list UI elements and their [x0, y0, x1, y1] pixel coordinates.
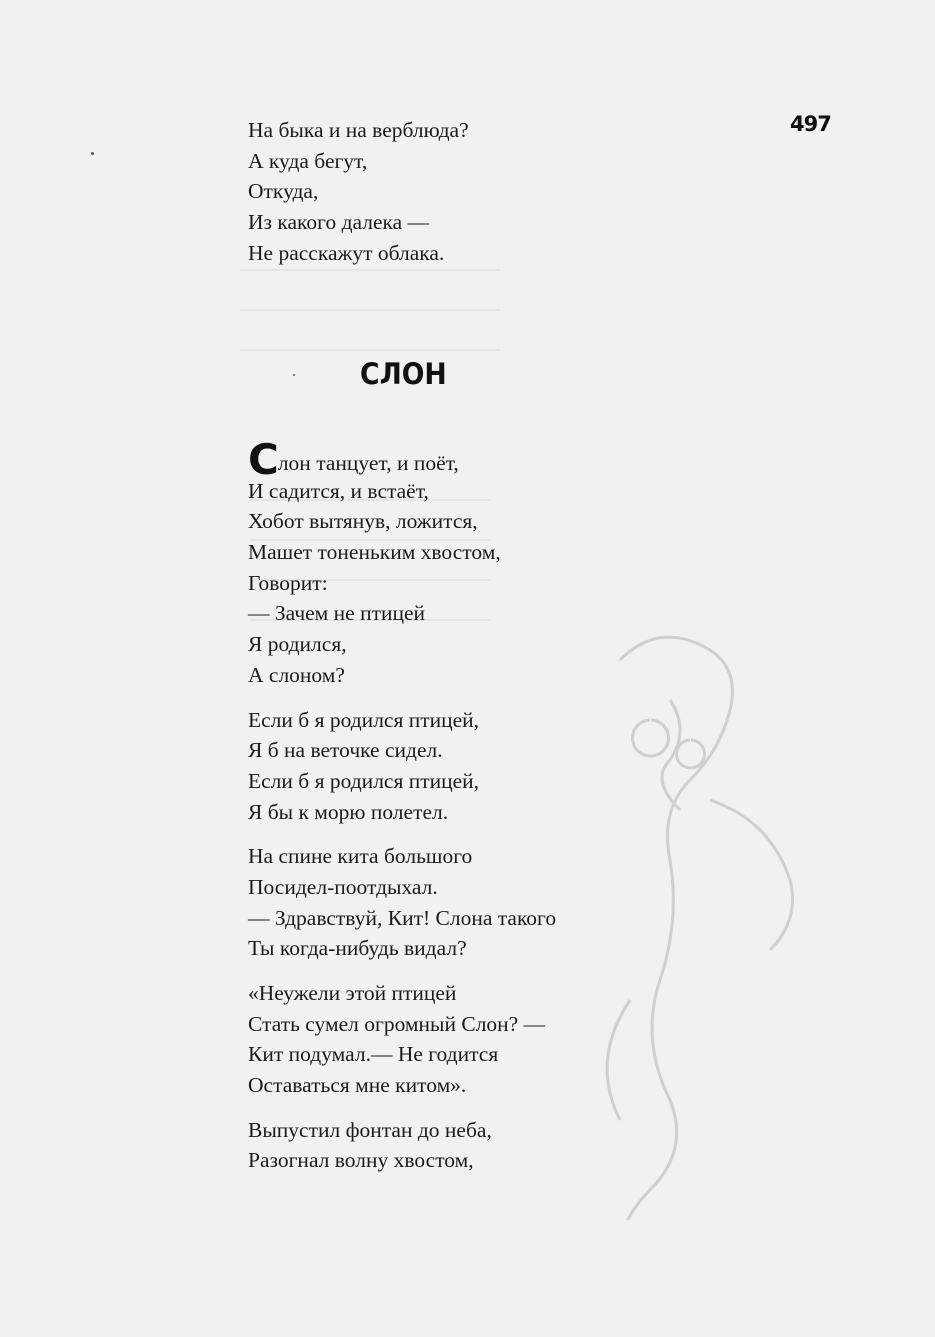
text-line: Кит подумал.— Не годится	[248, 1042, 499, 1067]
text-line: Хобот вытянув, ложится,	[248, 509, 478, 534]
text-line: Машет тоненьким хвостом,	[248, 540, 501, 565]
text-line: А куда бегут,	[248, 148, 368, 173]
text-line: Если б я родился птицей,	[248, 768, 480, 793]
page-number: 497	[790, 112, 831, 136]
text-line: Говорит:	[248, 570, 328, 595]
text-line: Откуда,	[248, 179, 319, 204]
first-line	[248, 435, 768, 484]
text-line: Не расскажут облака.	[248, 240, 445, 265]
text-line: Из какого далека —	[248, 210, 430, 235]
print-speck	[293, 374, 295, 376]
previous-poem-ending	[248, 115, 768, 268]
text-line: Разогнал волну хвостом,	[248, 1148, 474, 1173]
text-line: Оставаться мне китом».	[248, 1073, 467, 1098]
stanza-2	[248, 705, 768, 828]
text-line: — Зачем не птицей	[248, 601, 426, 626]
text-line: — Здравствуй, Кит! Слона такого	[248, 905, 557, 930]
first-line-text: лон танцует, и поёт,	[277, 451, 459, 475]
poem-body	[248, 435, 768, 1190]
stanza-4	[248, 978, 768, 1101]
text-line: Если б я родился птицей,	[248, 707, 480, 732]
text-line: И садится, и встаёт,	[248, 478, 429, 503]
poem-title: СЛОН	[360, 357, 447, 391]
stanza-3	[248, 841, 768, 964]
drop-cap: С	[248, 435, 279, 484]
text-line: Выпустил фонтан до неба,	[248, 1117, 492, 1142]
stanza-1	[248, 476, 768, 691]
text-line: «Неужели этой птицей	[248, 981, 457, 1005]
text-line: Я бы к морю полетел.	[248, 799, 449, 824]
print-speck	[91, 152, 94, 155]
text-line: Я родился,	[248, 632, 347, 657]
text-line: На спине кита большого	[248, 844, 473, 869]
text-line: Посидел-поотдыхал.	[248, 874, 438, 899]
text-line: Я б на веточке сидел.	[248, 738, 443, 763]
text-line: На быка и на верблюда?	[248, 118, 469, 142]
text-line: Ты когда-нибудь видал?	[248, 936, 467, 961]
text-line: А слоном?	[248, 662, 345, 687]
text-line: Стать сумел огромный Слон? —	[248, 1011, 546, 1036]
stanza-5	[248, 1115, 768, 1176]
